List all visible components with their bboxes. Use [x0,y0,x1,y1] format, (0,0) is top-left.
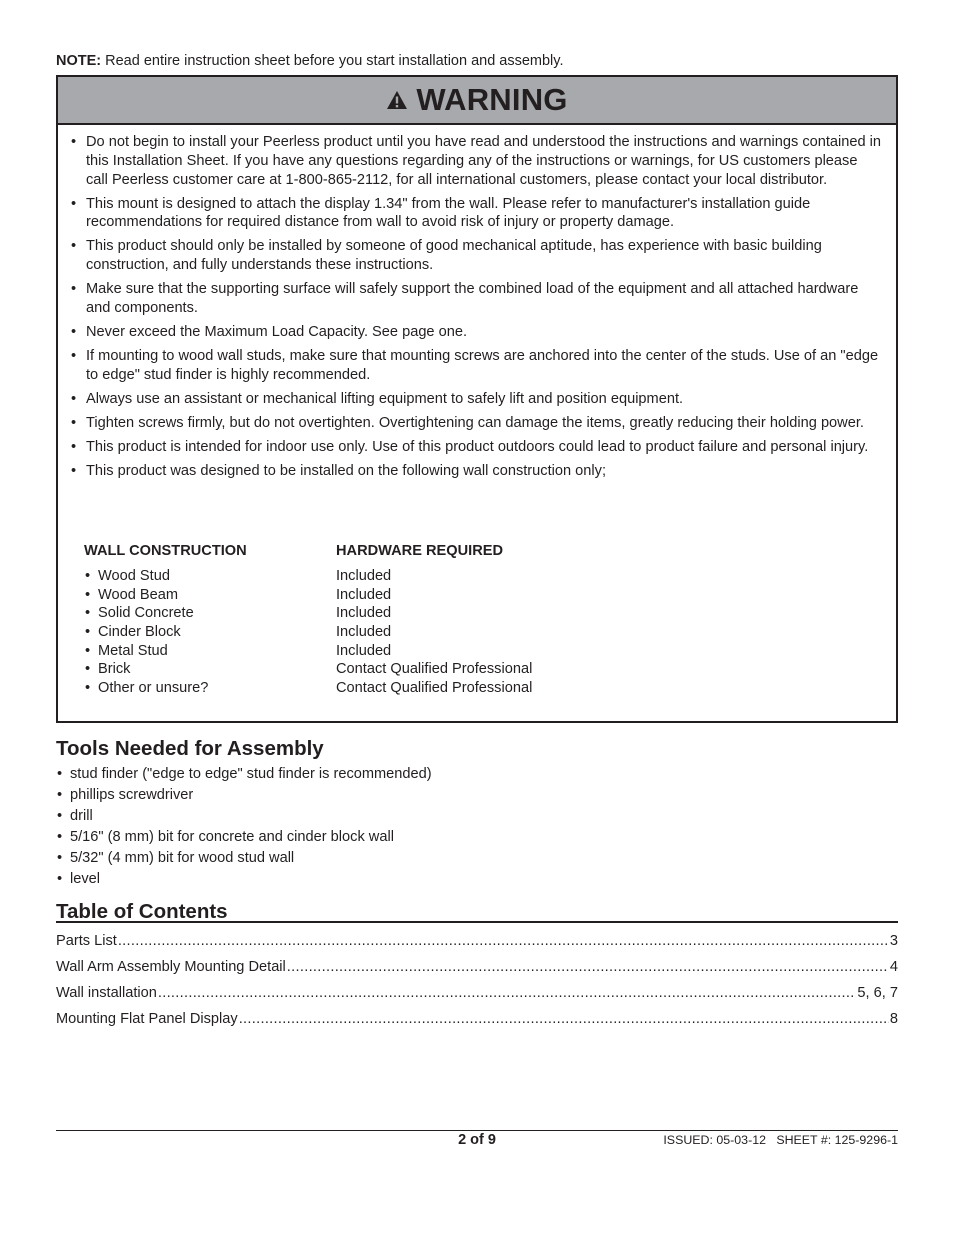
toc-entry-page: 3 [889,933,898,949]
warning-item: • Do not begin to install your Peerless product until you have read and understood the instructions and warnings contained in this Installation Sheet. If you have any questions regarding any of the instructions or warnings, for US customers please call Peerless customer care at 1-800-865-2112, for all international customers, please contact your local distributor. [70,133,882,189]
tools-list [56,764,432,890]
footer-issue-info [663,1133,898,1147]
toc-entry-page: 5, 6, 7 [857,985,898,1001]
table-row [84,586,784,605]
tool-item: • drill [56,806,432,827]
hardware-value: Included [336,624,392,641]
toc-entry-label: Wall Arm Assembly Mounting Detail [56,959,286,975]
toc-entry[interactable] [56,956,898,982]
table-row [84,567,784,586]
note-line [56,53,563,69]
wall-type: • Wood Stud [84,567,170,586]
wall-type: • Other or unsure? [84,679,208,698]
toc-entry-page: 4 [889,959,898,975]
wall-type: • Metal Stud [84,642,168,661]
page-number: 2 of 9 [458,1132,496,1148]
warning-box [56,75,898,723]
warning-title: WARNING [416,82,568,117]
hardware-value: Contact Qualified Professional [336,661,533,678]
toc-title: Table of Contents [56,900,228,923]
toc-entry-label: Wall installation [56,985,157,1001]
toc-entry-label: Mounting Flat Panel Display [56,1011,238,1027]
toc-entry-page: 8 [889,1011,898,1027]
wall-type: • Solid Concrete [84,604,194,623]
sheet-number: SHEET #: 125-9296-1 [776,1133,898,1147]
toc-entry-label: Parts List [56,933,117,949]
table-row [84,660,784,679]
table-row [84,623,784,642]
toc-entry[interactable] [56,1008,898,1034]
hardware-required-header: HARDWARE REQUIRED [336,543,504,559]
warning-item: • Always use an assistant or mechanical lifting equipment to safely lift and position equipment. [70,390,882,409]
hardware-value: Contact Qualified Professional [336,680,533,697]
warning-item: • This product was designed to be installed on the following wall construction only; [70,462,882,481]
toc-leader-dots [287,956,889,978]
hardware-value: Included [336,586,392,603]
toc-leader-dots [118,930,889,952]
note-text: Read entire instruction sheet before you start installation and assembly. [105,53,564,69]
warning-item: • This product is intended for indoor use only. Use of this product outdoors could lead to product failure and personal injury. [70,438,882,457]
tool-item: • phillips screwdriver [56,785,432,806]
warning-item: • This product should only be installed by someone of good mechanical aptitude, has experience with basic building construction, and fully understands these instructions. [70,237,882,275]
tool-item: • level [56,869,432,890]
table-of-contents [56,930,898,1034]
hardware-value: Included [336,568,392,584]
table-row [84,642,784,661]
tool-item: • 5/16" (8 mm) bit for concrete and cinder block wall [56,827,432,848]
warning-item: • If mounting to wood wall studs, make sure that mounting screws are anchored into the center of the studs. Use of an "edge to edge" stud finder is highly recommended. [70,347,882,385]
hardware-value: Included [336,642,392,659]
hardware-value: Included [336,605,392,622]
toc-leader-dots [158,982,857,1004]
toc-leader-dots [239,1008,889,1030]
warning-triangle-icon [386,90,408,115]
note-label: NOTE: [56,53,102,69]
wall-type: • Wood Beam [84,586,178,605]
warning-item: • Make sure that the supporting surface will safely support the combined load of the equipment and all attached hardware and components. [70,280,882,318]
tool-item: • stud finder ("edge to edge" stud finder is recommended) [56,764,432,785]
tool-item: • 5/32" (4 mm) bit for wood stud wall [56,848,432,869]
wall-construction-header: WALL CONSTRUCTION [84,543,247,559]
issued-date: ISSUED: 05-03-12 [663,1133,766,1147]
warning-item: • This mount is designed to attach the display 1.34" from the wall. Please refer to manufacturer's installation guide recommendations for required distance from wall to avoid risk of injury or property damage. [70,195,882,233]
footer-divider [56,1130,898,1131]
tools-title: Tools Needed for Assembly [56,737,324,760]
wall-construction-table [84,567,784,698]
table-row [84,679,784,698]
wall-type: • Cinder Block [84,623,181,642]
toc-header [56,899,898,923]
wall-type: • Brick [84,660,130,679]
toc-entry[interactable] [56,982,898,1008]
table-row [84,604,784,623]
warning-header [58,77,896,125]
toc-entry[interactable] [56,930,898,956]
warning-list [70,133,882,486]
warning-item: • Never exceed the Maximum Load Capacity. See page one. [70,323,882,342]
warning-item: • Tighten screws firmly, but do not overtighten. Overtightening can damage the items, greatly reducing their holding power. [70,414,882,433]
